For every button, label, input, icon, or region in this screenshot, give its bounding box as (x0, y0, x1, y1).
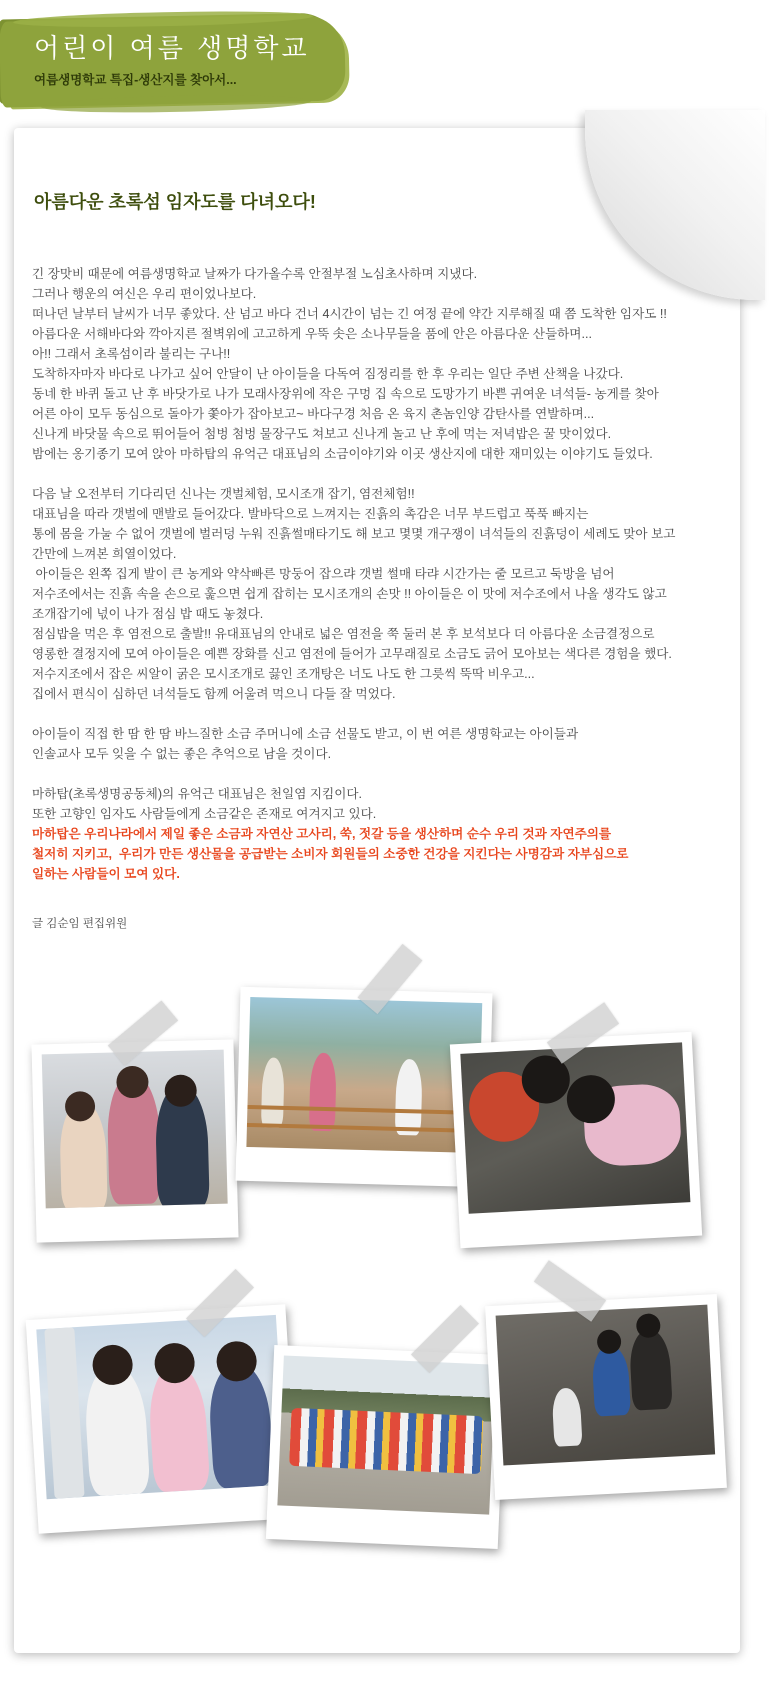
highlight-line: 철저히 지키고, 우리가 만든 생산물을 공급받는 소비자 회원들의 소중한 건강을 지킨다는 사명감과 자부심으로 (32, 847, 629, 861)
text-line: 저수조에서는 진흙 속을 손으로 훑으면 쉽게 잡히는 모시조개의 손맛 !! 아이들은 이 맛에 저수조에서 나올 생각도 않고 (32, 587, 667, 601)
page-subtitle: 여름생명학교 특집-생산지를 찾아서... (34, 73, 237, 87)
text-line: 대표님을 따라 갯벌에 맨발로 들어갔다. 발바닥으로 느껴지는 진흙의 촉감은 너무 부드럽고 푹푹 빠지는 (32, 507, 589, 521)
text-line: 긴 장맛비 때문에 여름생명학교 날짜가 다가올수록 안절부절 노심초사하며 지냈다. (32, 267, 478, 281)
photo-image (460, 1042, 690, 1213)
photo-three-girls (26, 1304, 299, 1533)
article-title: 아름다운 초록섬 임자도를 다녀오다! (34, 192, 316, 212)
text-line: 밤에는 옹기종기 모여 앉아 마하탑의 유억근 대표님의 소금이야기와 이곳 생산지에 대한 재미있는 이야기도 들었다. (32, 447, 653, 461)
text-line: 또한 고향인 임자도 사람들에게 소금같은 존재로 여겨지고 있다. (32, 807, 377, 821)
text-line: 점심밥을 먹은 후 염전으로 출발!! 유대표님의 안내로 넓은 염전을 쭉 둘러 본 후 보석보다 더 아름다운 소금결정으로 (32, 627, 655, 641)
text-line: 저수지조에서 잡은 씨알이 굵은 모시조개로 끓인 조개탕은 너도 나도 한 그릇씩 뚝딱 비우고... (32, 667, 535, 681)
highlight-line: 마하탑은 우리나라에서 제일 좋은 소금과 자연산 고사리, 쑥, 젓갈 등을 생산하며 순수 우리 것과 자연주의를 (32, 827, 612, 841)
text-line: 영롱한 결정지에 모여 아이들은 예쁜 장화를 신고 염전에 들어가 고무래질로 소금도 긁어 모아보는 색다른 경험을 했다. (32, 647, 672, 661)
photo-image (36, 1315, 286, 1499)
text-line: 아이들이 직접 한 땀 한 땀 바느질한 소금 주머니에 소금 선물도 받고, 이 번 여른 생명학교는 아이들과 (32, 727, 579, 741)
author-credit: 글 김순임 편집위원 (32, 918, 128, 930)
text-line: 집에서 편식이 심하던 녀석들도 함께 어울려 먹으니 다들 잘 먹었다. (32, 687, 396, 701)
text-line: 인솔교사 모두 잊을 수 없는 좋은 추억으로 남을 것이다. (32, 747, 332, 761)
text-line: 그러나 행운의 여신은 우리 편이었나보다. (32, 287, 257, 301)
text-line: 신나게 바닷물 속으로 뛰어들어 첨벙 첨벙 물장구도 쳐보고 신나게 놀고 난 후에 먹는 저녁밥은 꿀 맛이었다. (32, 427, 612, 441)
photo-image (42, 1050, 228, 1209)
text-line: 마하탑(초록생명공동체)의 유억근 대표님은 천일염 지킴이다. (32, 787, 363, 801)
photo-image (496, 1305, 716, 1466)
photo-image (277, 1355, 495, 1514)
photo-group-shot (266, 1345, 506, 1549)
text-line: 다음 날 오전부터 기다리던 신나는 갯벌체험, 모시조개 잡기, 염전체험!! (32, 487, 415, 501)
article-body (32, 264, 722, 884)
paragraph-3 (32, 724, 722, 764)
photo-mud-play (485, 1294, 727, 1500)
photo-children-beach (31, 1039, 238, 1242)
text-line: 동네 한 바퀴 돌고 난 후 바닷가로 나가 모래사장위에 작은 구멍 집 속으로 도망가기 바쁜 귀여운 녀석들- 농게를 찾아 (32, 387, 659, 401)
text-line: 어른 아이 모두 동심으로 돌아가 쫓아가 잡아보고~ 바다구경 처음 온 육지 촌놈인양 감탄사를 연발하며... (32, 407, 595, 421)
paragraph-1 (32, 264, 722, 464)
text-line: 조개잡기에 넋이 나가 점심 밥 때도 놓쳤다. (32, 607, 264, 621)
highlight-line: 일하는 사람들이 모여 있다. (32, 867, 180, 881)
text-line: 간만에 느껴본 희열이었다. (32, 547, 177, 561)
text-line: 떠나던 날부터 날씨가 너무 좋았다. 산 넘고 바다 건너 4시간이 넘는 긴 여정 끝에 약간 지루해질 때 쯤 도착한 임자도 !! (32, 307, 667, 321)
photo-mudflat-kids (450, 1032, 702, 1248)
text-line: 아름다운 서해바다와 깍아지른 절벽위에 고고하게 우뚝 솟은 소나무들을 품에 안은 아름다운 산들하며... (32, 327, 592, 341)
paragraph-2 (32, 484, 722, 704)
closing-paragraph (32, 784, 722, 884)
photo-image (246, 997, 482, 1153)
page-title: 어린이 여름 생명학교 (34, 34, 310, 64)
text-line: 통에 몸을 가눌 수 없어 갯벌에 벌러덩 누워 진흙썰매타기도 해 보고 몇몇 개구쟁이 녀석들의 진흙덩이 세례도 맞아 보고 (32, 527, 676, 541)
text-line: 아이들은 왼쪽 집게 발이 큰 농게와 약삭빠른 망둥어 잡으랴 갯벌 썰매 타랴 시간가는 줄 모르고 둑방을 넘어 (32, 567, 615, 581)
text-line: 도착하자마자 바다로 나가고 싶어 안달이 난 아이들을 다독여 짐정리를 한 후 우리는 일단 주변 산책을 나갔다. (32, 367, 624, 381)
text-line: 아!! 그래서 초록섬이라 불리는 구나!! (32, 347, 231, 361)
